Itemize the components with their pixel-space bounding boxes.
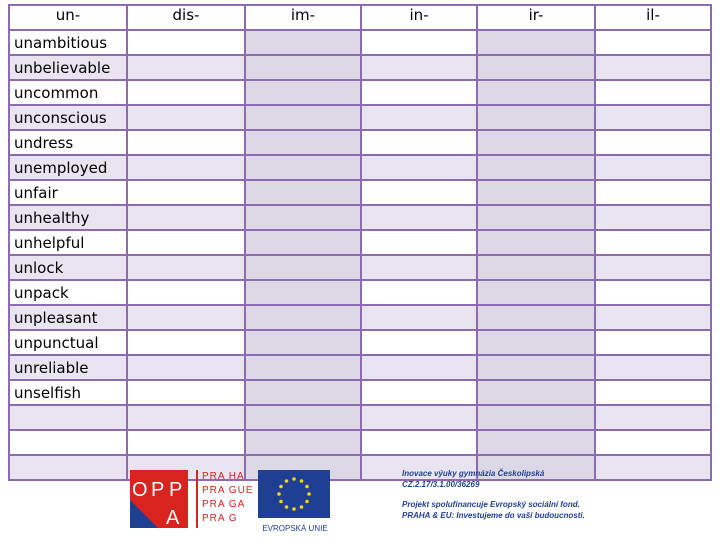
- cell-in[interactable]: [361, 55, 477, 80]
- cell-un: unconscious: [9, 105, 127, 130]
- cell-dis[interactable]: [127, 380, 245, 405]
- header-ir: ir-: [477, 5, 595, 30]
- cell-un: [9, 430, 127, 455]
- eu-star-icon: [300, 505, 304, 509]
- cell-in[interactable]: [361, 380, 477, 405]
- eu-star-icon: [285, 479, 289, 483]
- cell-dis[interactable]: [127, 255, 245, 280]
- table-row: [9, 405, 711, 430]
- cell-ir[interactable]: [477, 105, 595, 130]
- prefix-table: [8, 4, 712, 481]
- cell-il[interactable]: [595, 55, 711, 80]
- oppa-letter-a: A: [166, 507, 180, 528]
- cell-im[interactable]: [245, 330, 361, 355]
- cell-im[interactable]: [245, 155, 361, 180]
- cell-un: unfair: [9, 180, 127, 205]
- cell-il[interactable]: [595, 280, 711, 305]
- cell-im[interactable]: [245, 130, 361, 155]
- cell-dis[interactable]: [127, 430, 245, 455]
- header-in: in-: [361, 5, 477, 30]
- cell-ir[interactable]: [477, 30, 595, 55]
- cell-im[interactable]: [245, 55, 361, 80]
- cell-im[interactable]: [245, 380, 361, 405]
- table-row: [9, 155, 711, 180]
- cell-dis[interactable]: [127, 280, 245, 305]
- cell-il[interactable]: [595, 430, 711, 455]
- cell-il[interactable]: [595, 255, 711, 280]
- cell-il[interactable]: [595, 330, 711, 355]
- cell-ir[interactable]: [477, 405, 595, 430]
- cell-in[interactable]: [361, 405, 477, 430]
- table-row: [9, 355, 711, 380]
- cell-dis[interactable]: [127, 355, 245, 380]
- eu-star-icon: [300, 479, 304, 483]
- oppa-letter-p1: P: [151, 479, 165, 501]
- praha-line: PRA HA: [202, 471, 245, 482]
- cell-un: undress: [9, 130, 127, 155]
- cell-un: unpleasant: [9, 305, 127, 330]
- header-un: un-: [9, 5, 127, 30]
- cell-il[interactable]: [595, 405, 711, 430]
- cell-ir[interactable]: [477, 330, 595, 355]
- cell-dis[interactable]: [127, 130, 245, 155]
- table-row: [9, 180, 711, 205]
- table-row: [9, 280, 711, 305]
- cell-il[interactable]: [595, 305, 711, 330]
- cell-in[interactable]: [361, 280, 477, 305]
- cell-im[interactable]: [245, 230, 361, 255]
- cell-ir[interactable]: [477, 230, 595, 255]
- cell-il[interactable]: [595, 355, 711, 380]
- eu-logo: [258, 470, 332, 533]
- cell-il[interactable]: [595, 205, 711, 230]
- header-row: [9, 5, 711, 30]
- cell-ir[interactable]: [477, 155, 595, 180]
- cell-im[interactable]: [245, 405, 361, 430]
- funding-line-1: Projekt spolufinancuje Evropský sociální fond.: [402, 500, 580, 509]
- eu-star-icon: [292, 507, 296, 511]
- cell-il[interactable]: [595, 80, 711, 105]
- cell-ir[interactable]: [477, 355, 595, 380]
- eu-star-icon: [292, 477, 296, 481]
- cell-in[interactable]: [361, 330, 477, 355]
- project-title: Inovace výuky gymnázia Českolipská: [402, 469, 545, 478]
- funding-line-2: PRAHA & EU: Investujeme do vaší budoucnosti.: [402, 511, 585, 520]
- cell-ir[interactable]: [477, 80, 595, 105]
- cell-im[interactable]: [245, 430, 361, 455]
- cell-un: unlock: [9, 255, 127, 280]
- cell-ir[interactable]: [477, 280, 595, 305]
- cell-im[interactable]: [245, 30, 361, 55]
- cell-il[interactable]: [595, 155, 711, 180]
- cell-im[interactable]: [245, 105, 361, 130]
- project-info: [402, 468, 702, 530]
- table-row: [9, 130, 711, 155]
- cell-im[interactable]: [245, 355, 361, 380]
- cell-in[interactable]: [361, 30, 477, 55]
- cell-dis[interactable]: [127, 155, 245, 180]
- cell-ir[interactable]: [477, 55, 595, 80]
- table-row: [9, 205, 711, 230]
- footer: [0, 462, 720, 534]
- cell-dis[interactable]: [127, 80, 245, 105]
- cell-un: unpack: [9, 280, 127, 305]
- cell-un: unemployed: [9, 155, 127, 180]
- cell-dis[interactable]: [127, 305, 245, 330]
- cell-un: unselfish: [9, 380, 127, 405]
- cell-il[interactable]: [595, 380, 711, 405]
- cell-il[interactable]: [595, 105, 711, 130]
- cell-in[interactable]: [361, 205, 477, 230]
- cell-un: unhelpful: [9, 230, 127, 255]
- cell-un: unbelievable: [9, 55, 127, 80]
- eu-flag-icon: [258, 470, 330, 518]
- cell-un: unambitious: [9, 30, 127, 55]
- praha-line: PRA GUE: [202, 485, 254, 496]
- table-row: [9, 255, 711, 280]
- cell-im[interactable]: [245, 205, 361, 230]
- cell-dis[interactable]: [127, 180, 245, 205]
- cell-dis[interactable]: [127, 230, 245, 255]
- eu-label: EVROPSKÁ UNIE: [262, 524, 328, 533]
- table-row: [9, 305, 711, 330]
- cell-dis[interactable]: [127, 30, 245, 55]
- cell-un: uncommon: [9, 80, 127, 105]
- cell-im[interactable]: [245, 255, 361, 280]
- cell-dis[interactable]: [127, 105, 245, 130]
- cell-in[interactable]: [361, 305, 477, 330]
- cell-in[interactable]: [361, 430, 477, 455]
- praha-line: PRA G: [202, 513, 238, 524]
- cell-in[interactable]: [361, 155, 477, 180]
- table-row: [9, 430, 711, 455]
- cell-dis[interactable]: [127, 55, 245, 80]
- eu-star-icon: [305, 485, 309, 489]
- cell-in[interactable]: [361, 255, 477, 280]
- praha-logo: [196, 470, 254, 528]
- cell-un: unpunctual: [9, 330, 127, 355]
- header-il: il-: [595, 5, 711, 30]
- table-row: [9, 230, 711, 255]
- eu-star-icon: [279, 485, 283, 489]
- table-row: [9, 380, 711, 405]
- eu-star-icon: [277, 492, 281, 496]
- project-code: CZ.2.17/3.1.00/36269: [402, 480, 480, 489]
- cell-un: unreliable: [9, 355, 127, 380]
- cell-il[interactable]: [595, 180, 711, 205]
- eu-star-icon: [285, 505, 289, 509]
- cell-il[interactable]: [595, 230, 711, 255]
- cell-ir[interactable]: [477, 130, 595, 155]
- cell-in[interactable]: [361, 355, 477, 380]
- oppa-letter-p2: P: [169, 479, 183, 501]
- cell-un: unhealthy: [9, 205, 127, 230]
- table-row: [9, 80, 711, 105]
- cell-dis[interactable]: [127, 205, 245, 230]
- cell-ir[interactable]: [477, 205, 595, 230]
- cell-ir[interactable]: [477, 180, 595, 205]
- table-row: [9, 55, 711, 80]
- cell-im[interactable]: [245, 80, 361, 105]
- praha-line: PRA GA: [202, 499, 246, 510]
- cell-im[interactable]: [245, 305, 361, 330]
- cell-ir[interactable]: [477, 305, 595, 330]
- cell-in[interactable]: [361, 180, 477, 205]
- cell-in[interactable]: [361, 230, 477, 255]
- cell-in[interactable]: [361, 130, 477, 155]
- oppa-letter-o: O: [132, 479, 148, 501]
- header-im: im-: [245, 5, 361, 30]
- header-dis: dis-: [127, 5, 245, 30]
- cell-ir[interactable]: [477, 255, 595, 280]
- table-row: [9, 105, 711, 130]
- table-body: [9, 30, 711, 480]
- cell-in[interactable]: [361, 105, 477, 130]
- cell-dis[interactable]: [127, 405, 245, 430]
- cell-im[interactable]: [245, 180, 361, 205]
- eu-star-icon: [307, 492, 311, 496]
- cell-ir[interactable]: [477, 380, 595, 405]
- cell-in[interactable]: [361, 80, 477, 105]
- cell-un: [9, 405, 127, 430]
- cell-il[interactable]: [595, 30, 711, 55]
- cell-ir[interactable]: [477, 430, 595, 455]
- table-row: [9, 330, 711, 355]
- cell-im[interactable]: [245, 280, 361, 305]
- eu-star-icon: [279, 500, 283, 504]
- oppa-logo: [130, 470, 188, 528]
- cell-il[interactable]: [595, 130, 711, 155]
- eu-star-icon: [305, 500, 309, 504]
- cell-dis[interactable]: [127, 330, 245, 355]
- table-row: [9, 30, 711, 55]
